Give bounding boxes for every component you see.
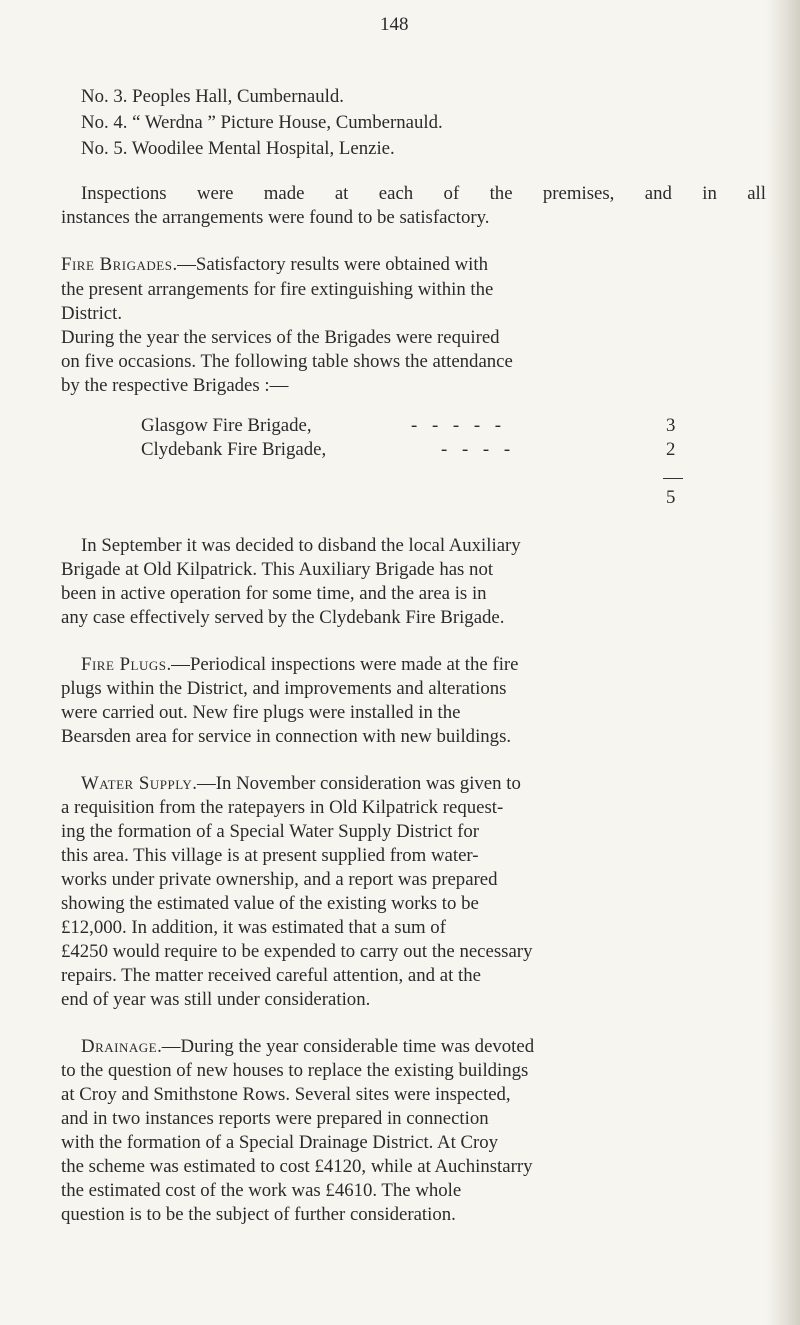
brigade-count: 2 <box>666 439 676 460</box>
leader-dashes: - - - - <box>441 439 516 460</box>
drainage-line: the scheme was estimated to cost £4120, while at Auchinstarry <box>61 1156 533 1177</box>
water-supply-line: Water Supply.—In November consideration was given to <box>81 773 521 794</box>
brigade-name: Clydebank Fire Brigade, <box>141 439 327 460</box>
fire-brigades-line: by the respective Brigades :— <box>61 375 289 396</box>
fire-plugs-line: Fire Plugs.—Periodical inspections were made at the fire <box>81 654 519 675</box>
drainage-line: at Croy and Smithstone Rows. Several sites were inspected, <box>61 1084 511 1105</box>
water-supply-line: works under private ownership, and a report was prepared <box>61 869 498 890</box>
leader-dashes: - - - - - <box>411 415 507 436</box>
fire-plugs-line: Bearsden area for service in connection with new buildings. <box>61 726 512 747</box>
fire-plugs-line: plugs within the District, and improvements and alterations <box>61 678 507 699</box>
fire-brigades-line: the present arrangements for fire extinguishing within the <box>61 279 494 300</box>
auxiliary-line: Brigade at Old Kilpatrick. This Auxiliary Brigade has not <box>61 559 494 580</box>
auxiliary-line: In September it was decided to disband the local Auxiliary <box>81 535 521 556</box>
drainage-line: the estimated cost of the work was £4610. The whole <box>61 1180 462 1201</box>
inspections-line: Inspections were made at each of the premises, and in all <box>81 183 766 204</box>
fire-brigades-heading: Fire Brigades <box>61 254 173 275</box>
water-supply-line: this area. This village is at present supplied from water- <box>61 845 479 866</box>
premises-item: No. 4. “ Werdna ” Picture House, Cumbernauld. <box>81 112 443 133</box>
water-supply-line: showing the estimated value of the existing works to be <box>61 893 479 914</box>
auxiliary-line: been in active operation for some time, and the area is in <box>61 583 487 604</box>
drainage-line: question is to be the subject of further consideration. <box>61 1204 456 1225</box>
premises-item: No. 3. Peoples Hall, Cumbernauld. <box>81 86 344 107</box>
water-supply-line: £4250 would require to be expended to carry out the necessary <box>61 941 533 962</box>
fire-brigades-line: Fire Brigades.—Satisfactory results were obtained with <box>61 254 489 275</box>
fire-brigades-line: During the year the services of the Brigades were required <box>61 327 500 348</box>
drainage-line: to the question of new houses to replace the existing buildings <box>61 1060 529 1081</box>
page-edge-shadow <box>766 0 800 1325</box>
drainage-line: with the formation of a Special Drainage District. At Croy <box>61 1132 499 1153</box>
fire-plugs-heading: Fire Plugs <box>81 654 167 675</box>
water-supply-line: £12,000. In addition, it was estimated that a sum of <box>61 917 446 938</box>
water-supply-line: repairs. The matter received careful attention, and at the <box>61 965 481 986</box>
auxiliary-line: any case effectively served by the Clydebank Fire Brigade. <box>61 607 505 628</box>
drainage-line: and in two instances reports were prepared in connection <box>61 1108 489 1129</box>
water-supply-line: a requisition from the ratepayers in Old Kilpatrick request- <box>61 797 504 818</box>
drainage-heading: Drainage <box>81 1036 158 1057</box>
brigade-total: 5 <box>666 487 676 508</box>
fire-brigades-line: District. <box>61 303 123 324</box>
drainage-line: Drainage.—During the year considerable time was devoted <box>81 1036 535 1057</box>
total-rule <box>663 478 683 479</box>
brigade-name: Glasgow Fire Brigade, <box>141 415 312 436</box>
page-number: 148 <box>380 14 409 35</box>
premises-item: No. 5. Woodilee Mental Hospital, Lenzie. <box>81 138 395 159</box>
water-supply-line: ing the formation of a Special Water Supply District for <box>61 821 480 842</box>
water-supply-heading: Water Supply <box>81 773 193 794</box>
inspections-line: instances the arrangements were found to be satisfactory. <box>61 207 490 228</box>
fire-plugs-line: were carried out. New fire plugs were installed in the <box>61 702 461 723</box>
fire-brigades-line: on five occasions. The following table shows the attendance <box>61 351 513 372</box>
water-supply-line: end of year was still under consideration. <box>61 989 371 1010</box>
brigade-count: 3 <box>666 415 676 436</box>
